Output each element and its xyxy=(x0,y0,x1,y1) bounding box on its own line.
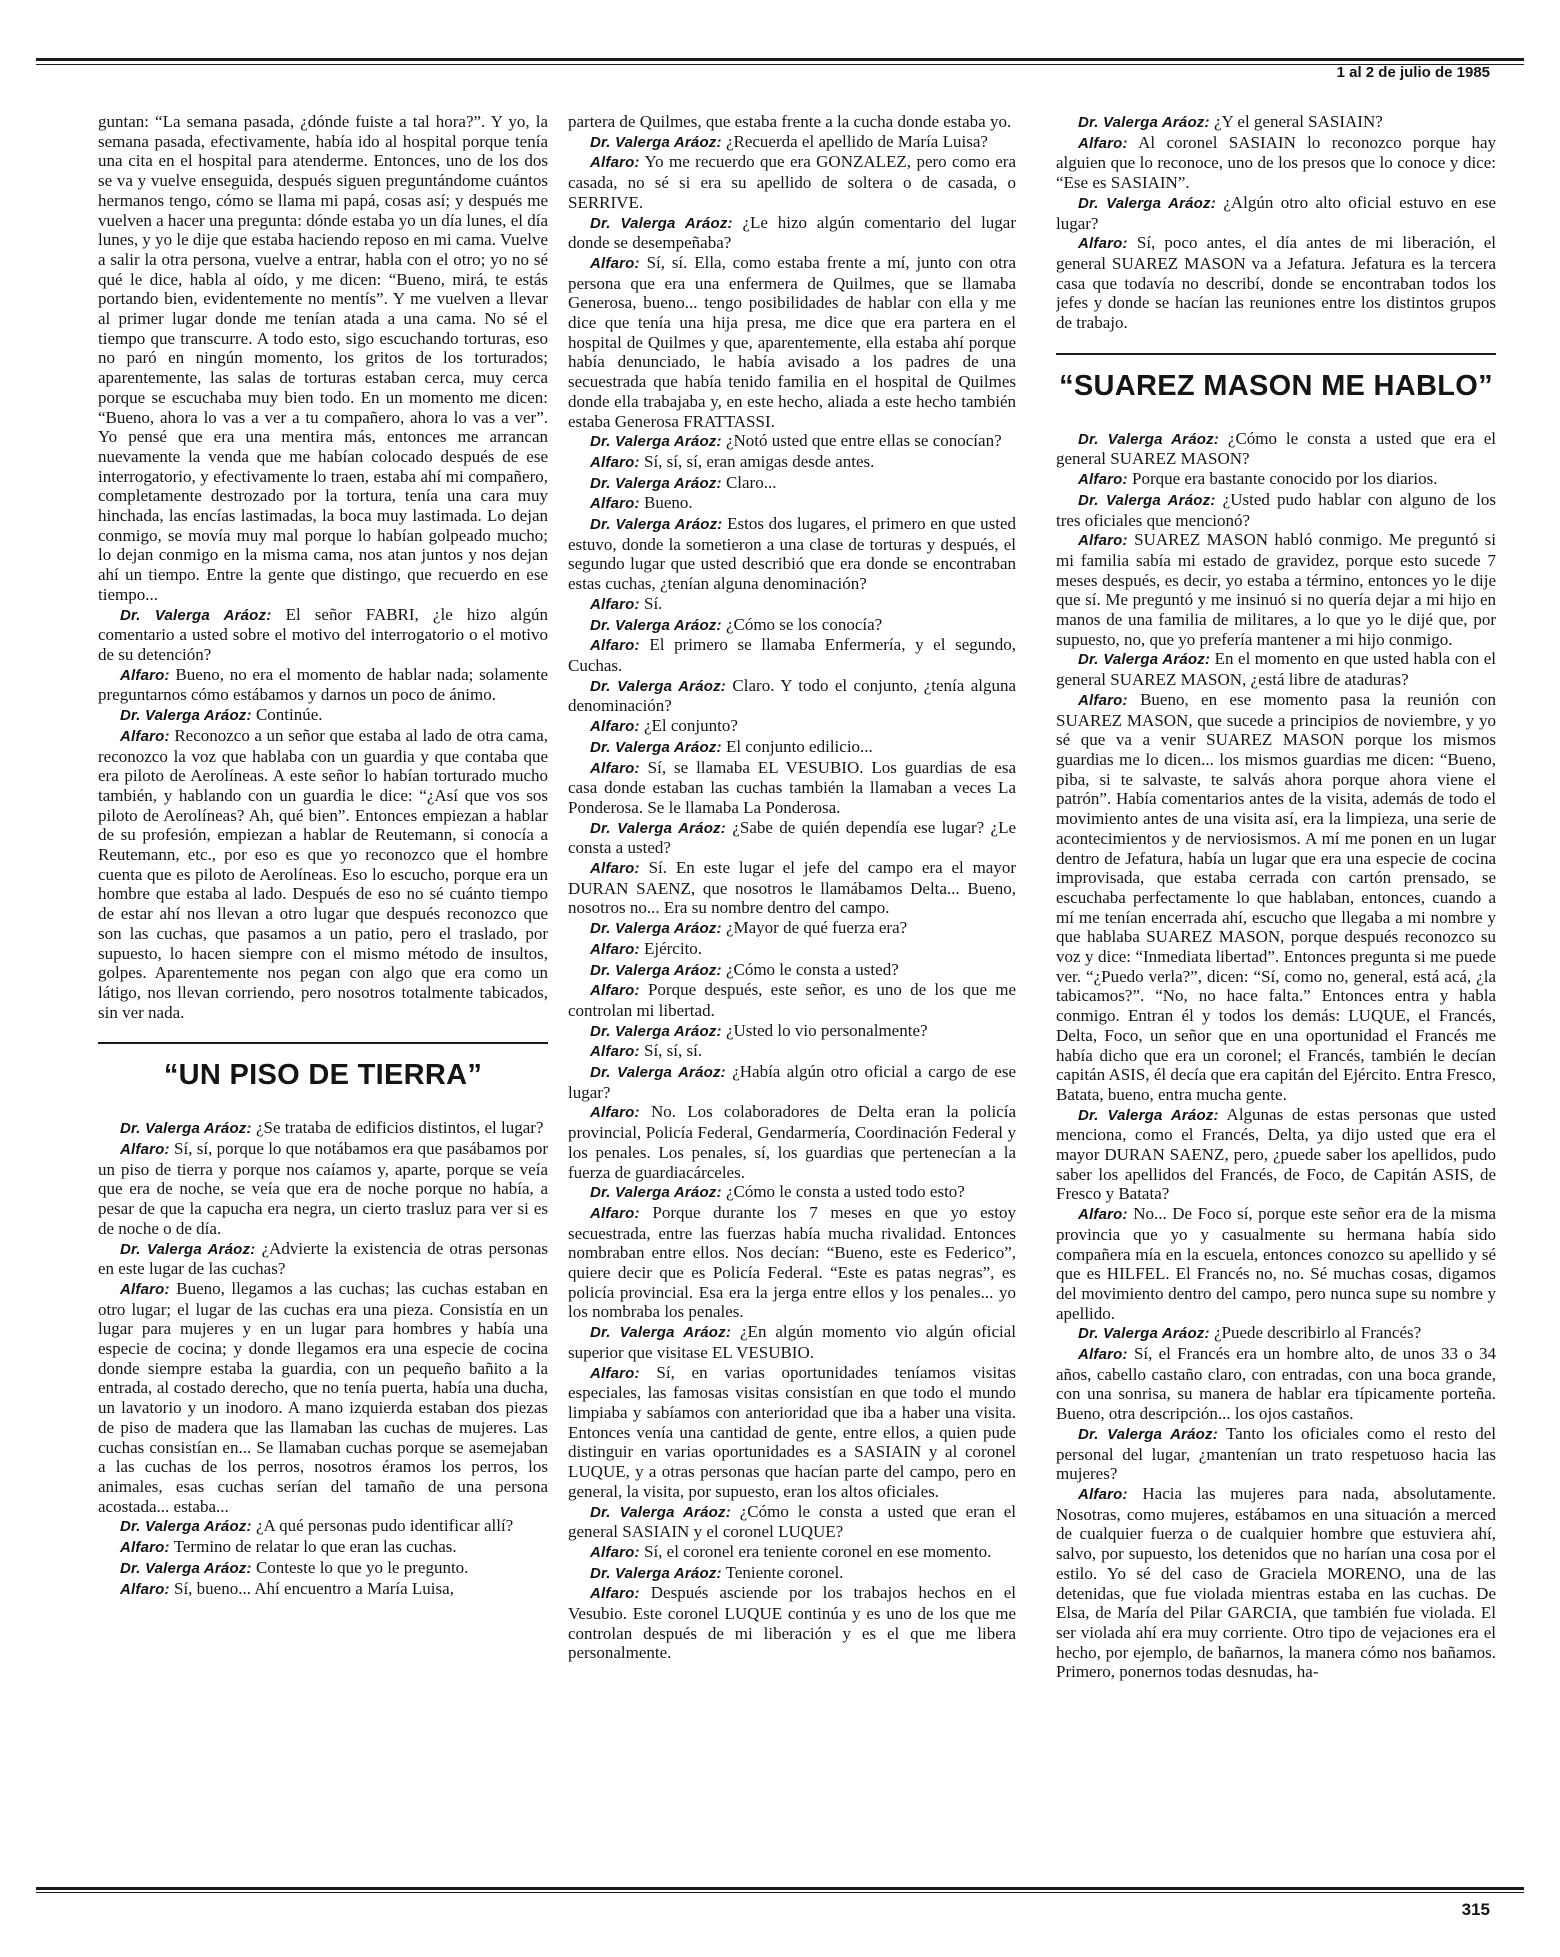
question-paragraph: Dr. Valerga Aráoz: ¿En algún momento vio algún oficial superior que visitase EL VESUBIO. xyxy=(568,1322,1016,1362)
question-paragraph: Dr. Valerga Aráoz: ¿Cómo le consta a usted que eran el general SASIAIN y el coronel LUQUE? xyxy=(568,1501,1016,1542)
answer-paragraph: Alfaro: Reconozco a un señor que estaba al lado de otra cama, reconozco la voz que hablaba con un guardia y que contaba que era piloto de Aerolíneas. A este señor lo habían torturado mucho también, y hablando con un guardia le dice: “¿Así que vos sos piloto de Aerolíneas? Ah, qué bien”. Entonces empiezan a hablar de su profesión, empiezan a hablar de Reutemann, si conocía a Reutemann, etc., por eso es que yo reconozco que el hombre cuenta que es piloto de Aerolíneas. Eso lo escucho, porque era un hombre que estaba al lado. Después de eso no sé cuánto tiempo de estar ahí nos llevan a otro lugar que después reconozco que son las cuchas, que pasamos a un patio, pero el traslado, por supuesto, lo hacen siempre con el mismo método de insultos, golpes. Aparentemente nos pegan con algo que era como un látigo, nos llevan corriendo, pero nosotros totalmente tabicados, sin ver nada. xyxy=(98,725,548,1022)
speaker-witness: Alfaro: xyxy=(120,1280,170,1298)
speaker-judge: Dr. Valerga Aráoz: xyxy=(590,819,726,837)
paragraph: guntan: “La semana pasada, ¿dónde fuiste a tal hora?”. Y yo, la semana pasada, efectivamente, había ido al hospital porque tenía una cita en el hospital para atenderme. Entonces, uno de los dos se va y vuelve enseguida, después siguen preguntándome cuántos hermanos tengo, cómo se llama mi papá, cosas así; y después me vuelven a hacer una pregunta: dónde estaba yo un día lunes, el día lunes, y yo le dije que estaba haciendo reposo en mi cama. Vuelve a salir la otra persona, vuelve a entrar, habla con el otro; yo no sé qué le dice, habla al oído, y me dicen: “Bueno, mirá, te estás portando bien, evidentemente no mentís”. Y me vuelven a llevar al primer lugar donde me tenían atada a una cama. No sé el tiempo que transcurre. A todo esto, sigo escuchando torturas, eso no paró en ningún momento, los gritos de los torturados; aparentemente, las salas de torturas estaban cerca, muy cerca porque se escuchaba muy bien todo. En un momento me dicen: “Bueno, ahora lo vas a ver a tu compañero, ahora lo vas a ver”. Yo pensé que era una mentira más, entonces me arrancan nuevamente la venda que me habían colocado después de ese interrogatorio, y efectivamente lo traen, estaba ahí mi compañero, completamente destrozado por la tortura, tenía una cara muy hinchada, las encías lastimadas, la boca muy lastimada. Lo dejan conmigo, se movía muy mal porque lo habían golpeado mucho; lo dejan conmigo en la misma cama, nos atan juntos y nos dejan ahí un tiempo. Entre la gente que distingo, que recuerdo en ese tiempo... xyxy=(98,112,548,604)
speaker-judge: Dr. Valerga Aráoz: xyxy=(590,738,722,756)
answer-paragraph: Alfaro: Hacia las mujeres para nada, absolutamente. Nosotras, como mujeres, estábamos en una situación a merced de cualquier fuerza o de cualquier hombre que estuviera ahí, salvo, por supuesto, los detenidos que no harían una cosa por el estilo. Yo sé del caso de Graciela MORENO, una de las detenidas, que fue violada mientras estaba en las cuchas. De Elsa, de María del Pilar GARCIA, que también fue violada. El ser violada ahí era muy corriente. Otro tipo de vejaciones era el hecho, por ejemplo, de bañarnos, la manera cómo nos bañamos. Primero, ponernos todas desnudas, ha- xyxy=(1056,1484,1496,1682)
speaker-witness: Alfaro: xyxy=(590,718,640,736)
speaker-witness: Alfaro: xyxy=(1078,235,1128,253)
speaker-witness: Alfaro: xyxy=(590,1104,640,1122)
speaker-judge: Dr. Valerga Aráoz: xyxy=(1078,1106,1219,1124)
answer-paragraph: Alfaro: Sí, en varias oportunidades teníamos visitas especiales, las famosas visitas consistían en que todo el mundo limpiaba y sabíamos con anterioridad que iba a haber una visita. Entonces venía una cantidad de gente, entre ellos, a quien pude distinguir en varias oportunidades es a SASIAIN y al coronel LUQUE, y a otras personas que hacían parte del campo, pero en general, la visita, por supuesto, eran los altos oficiales. xyxy=(568,1362,1016,1501)
speaker-judge: Dr. Valerga Aráoz: xyxy=(590,616,722,634)
speaker-witness: Alfaro: xyxy=(1078,1486,1128,1503)
question-paragraph: Dr. Valerga Aráoz: ¿Cómo le consta a usted que era el general SUAREZ MASON? xyxy=(1056,428,1496,469)
column-2 xyxy=(568,112,1016,1880)
speaker-judge: Dr. Valerga Aráoz: xyxy=(1078,1325,1210,1343)
bottom-rule xyxy=(36,1887,1524,1890)
question-paragraph: Dr. Valerga Aráoz: ¿Usted pudo hablar con alguno de los tres oficiales que mencionó? xyxy=(1056,489,1496,530)
question-paragraph: Dr. Valerga Aráoz: Algunas de estas personas que usted menciona, como el Francés, Delta, ya dijo usted que era el mayor DURAN SAENZ, pero, ¿puede saber los apellidos, pudo saber los apellidos del Francés, de Foco, de Capitán ASIS, de Fresco y Batata? xyxy=(1056,1104,1496,1204)
speaker-witness: Alfaro: xyxy=(590,595,640,613)
top-rule xyxy=(36,58,1524,61)
question-paragraph: Dr. Valerga Aráoz: ¿Cómo le consta a usted todo esto? xyxy=(590,1182,965,1202)
answer-paragraph: Alfaro: Porque era bastante conocido por los diarios. xyxy=(1078,469,1438,489)
question-paragraph: Dr. Valerga Aráoz: Claro. Y todo el conjunto, ¿tenía alguna denominación? xyxy=(568,675,1016,716)
speaker-witness: Alfaro: xyxy=(1078,471,1128,489)
answer-paragraph: Alfaro: Sí. xyxy=(590,593,663,613)
answer-paragraph: Alfaro: Porque después, este señor, es uno de los que me controlan mi libertad. xyxy=(568,980,1016,1020)
question-paragraph: Dr. Valerga Aráoz: ¿Puede describirlo al Francés? xyxy=(1078,1323,1422,1343)
speaker-judge: Dr. Valerga Aráoz: xyxy=(590,516,723,534)
question-paragraph: Dr. Valerga Aráoz: El conjunto edilicio... xyxy=(590,736,873,756)
question-paragraph: Dr. Valerga Aráoz: ¿Advierte la existencia de otras personas en este lugar de las cuchas? xyxy=(98,1238,548,1279)
speaker-judge: Dr. Valerga Aráoz: xyxy=(120,1518,252,1536)
answer-paragraph: Alfaro: Bueno, no era el momento de hablar nada; solamente preguntarnos cómo estábamos y darnos un poco de ánimo. xyxy=(98,664,548,705)
speaker-judge: Dr. Valerga Aráoz: xyxy=(590,961,722,979)
answer-paragraph: Alfaro: No. Los colaboradores de Delta eran la policía provincial, Policía Federal, Gendarmería, Coordinación Federal y los penales. Los penales, sí, los guardias que pertenecían a la fuerza de guardiacárceles. xyxy=(568,1102,1016,1182)
question-paragraph: Dr. Valerga Aráoz: Conteste lo que yo le pregunto. xyxy=(120,1557,469,1577)
question-paragraph: Dr. Valerga Aráoz: Tanto los oficiales como el resto del personal del lugar, ¿mantenían un trato respetuoso hacia las mujeres? xyxy=(1056,1423,1496,1484)
column-1 xyxy=(98,112,548,1880)
page-number: 315 xyxy=(1461,1900,1490,1919)
section-heading: “UN PISO DE TIERRA” xyxy=(98,1042,548,1092)
answer-paragraph: Alfaro: Sí, sí, porque lo que notábamos era que pasábamos por un piso de tierra y porque nos caíamos y, aparte, porque se veía que era de noche, se veía que era de noche porque no había, a pesar de que la capucha era negra, un cierto trasluz para ver si es de noche o de día. xyxy=(98,1139,548,1238)
speaker-judge: Dr. Valerga Aráoz: xyxy=(120,1120,252,1138)
question-paragraph: Dr. Valerga Aráoz: ¿Había algún otro oficial a cargo de ese lugar? xyxy=(568,1062,1016,1102)
speaker-witness: Alfaro: xyxy=(1078,134,1128,152)
answer-paragraph: Alfaro: Sí, sí. Ella, como estaba frente a mí, junto con otra persona que era una enfermera de Quilmes, que se llamaba Generosa, bueno... tengo posibilidades de hablar con ella y me dice que tenía una hija presa, me dice que era partera en el hospital de Quilmes y que, aparentemente, ella estaba ahí porque había denunciado, le había avisado a los padres de una secuestrada que había tenido familia en el hospital de Quilmes donde ella trabajaba y, en este hecho, aliada a este hecho también estaba Generosa FRATTASSI. xyxy=(568,252,1016,431)
bottom-rule-thin xyxy=(36,1892,1524,1893)
answer-paragraph: Alfaro: Sí, poco antes, el día antes de mi liberación, el general SUAREZ MASON va a Jefatura. Jefatura es la tercera casa que todavía no describí, donde se encontraban todos los jefes y donde se hacían las reuniones entre los distintos grupos de trabajo. xyxy=(1056,233,1496,333)
question-paragraph: Dr. Valerga Aráoz: El señor FABRI, ¿le hizo algún comentario a usted sobre el motivo del interrogatorio o el motivo de su detención? xyxy=(98,604,548,664)
speaker-witness: Alfaro: xyxy=(120,1141,170,1159)
question-paragraph: Dr. Valerga Aráoz: ¿Sabe de quién dependía ese lugar? ¿Le consta a usted? xyxy=(568,817,1016,858)
answer-paragraph: Alfaro: Sí, sí, sí, eran amigas desde antes. xyxy=(590,451,875,471)
answer-paragraph: Alfaro: Bueno, llegamos a las cuchas; las cuchas estaban en otro lugar; el lugar de las cuchas era una pieza. Consistía en un lugar para mujeres y en un lugar para hombres y había una especie de cocina; y donde llegamos era una especie de cocina donde siempre estaba la guardia, con un pequeño bañito a la entrada, al costado derecho, que no tenía puerta, había una ducha, un lavatorio y un inodoro. A mano izquierda estaban dos piezas de piso de madera que las llamaban las cuchas de mujeres. Las cuchas consistían en... Se llamaban cuchas porque se asemejaban a las cuchas de los perros, nosotros éramos los perros, los animales, esas cuchas serían del tamaño de una persona acostada... estaba... xyxy=(98,1278,548,1516)
speaker-judge: Dr. Valerga Aráoz: xyxy=(590,1324,732,1342)
speaker-judge: Dr. Valerga Aráoz: xyxy=(120,1559,252,1577)
question-paragraph: Dr. Valerga Aráoz: ¿Cómo se los conocía? xyxy=(590,614,883,634)
question-paragraph: Dr. Valerga Aráoz: En el momento en que usted habla con el general SUAREZ MASON, ¿está libre de ataduras? xyxy=(1056,649,1496,690)
speaker-judge: Dr. Valerga Aráoz: xyxy=(590,1064,726,1082)
column-3 xyxy=(1056,112,1496,1880)
answer-paragraph: Alfaro: Sí. En este lugar el jefe del campo era el mayor DURAN SAENZ, que nosotros le llamábamos Delta... Bueno, nosotros no... Era su nombre dentro del campo. xyxy=(568,858,1016,918)
answer-paragraph: Alfaro: Yo me recuerdo que era GONZALEZ, pero como era casada, no sé si era su apellido de soltera o de casada, o SERRIVE. xyxy=(568,152,1016,212)
paragraph: partera de Quilmes, que estaba frente a la cucha donde estaba yo. xyxy=(568,112,1012,131)
speaker-witness: Alfaro: xyxy=(120,1539,170,1557)
question-paragraph: Dr. Valerga Aráoz: ¿Se trataba de edificios distintos, el lugar? xyxy=(120,1118,544,1138)
speaker-judge: Dr. Valerga Aráoz: xyxy=(590,433,722,451)
question-paragraph: Dr. Valerga Aráoz: ¿Cómo le consta a usted? xyxy=(590,959,899,979)
speaker-judge: Dr. Valerga Aráoz: xyxy=(120,707,252,725)
answer-paragraph: Alfaro: Bueno. xyxy=(590,493,693,513)
question-paragraph: Dr. Valerga Aráoz: ¿Notó usted que entre ellas se conocían? xyxy=(590,431,1002,451)
speaker-judge: Dr. Valerga Aráoz: xyxy=(590,133,722,151)
speaker-judge: Dr. Valerga Aráoz: xyxy=(1078,114,1210,131)
answer-paragraph: Alfaro: Porque durante los 7 meses en que yo estoy secuestrada, entre las fuerzas había mucha rivalidad. Entonces nombraban entre ellos. Nos decían: “Bueno, este es Federico”, quiere decir que es Policía Federal. “Este es patas negras”, es policía provincial. Esa era la jerga entre ellos y los penales... yo los nombraba los penales. xyxy=(568,1202,1016,1322)
question-paragraph: Dr. Valerga Aráoz: Claro... xyxy=(590,472,777,492)
speaker-witness: Alfaro: xyxy=(590,1585,640,1603)
question-paragraph: Dr. Valerga Aráoz: ¿Usted lo vio personalmente? xyxy=(590,1020,928,1040)
question-paragraph: Dr. Valerga Aráoz: Continúe. xyxy=(120,705,323,725)
speaker-witness: Alfaro: xyxy=(590,453,640,471)
speaker-judge: Dr. Valerga Aráoz: xyxy=(590,920,722,938)
answer-paragraph: Alfaro: ¿El conjunto? xyxy=(590,716,738,736)
speaker-witness: Alfaro: xyxy=(1078,532,1128,550)
speaker-witness: Alfaro: xyxy=(590,254,640,272)
answer-paragraph: Alfaro: Sí, sí, sí. xyxy=(590,1041,703,1061)
question-paragraph: Dr. Valerga Aráoz: ¿Y el general SASIAIN? xyxy=(1078,112,1383,131)
answer-paragraph: Alfaro: Al coronel SASIAIN lo reconozco porque hay alguien que lo reconoce, uno de los presos que lo conoce y dice: “Ese es SASIAIN”. xyxy=(1056,132,1496,193)
speaker-witness: Alfaro: xyxy=(590,495,640,513)
speaker-witness: Alfaro: xyxy=(1078,1346,1128,1364)
speaker-judge: Dr. Valerga Aráoz: xyxy=(590,1564,722,1582)
answer-paragraph: Alfaro: Sí, el Francés era un hombre alto, de unos 33 o 34 años, cabello castaño claro, con entradas, con una boca grande, con una sonrisa, su manera de hablar era típicamente porteña. Bueno, otra descripción... los ojos castaños. xyxy=(1056,1344,1496,1424)
answer-paragraph: Alfaro: Sí, bueno... Ahí encuentro a María Luisa, xyxy=(120,1578,454,1598)
question-paragraph: Dr. Valerga Aráoz: ¿Algún otro alto oficial estuvo en ese lugar? xyxy=(1056,192,1496,233)
speaker-witness: Alfaro: xyxy=(1078,1206,1128,1224)
speaker-witness: Alfaro: xyxy=(590,759,640,777)
speaker-witness: Alfaro: xyxy=(590,154,640,172)
speaker-judge: Dr. Valerga Aráoz: xyxy=(1078,651,1211,669)
speaker-judge: Dr. Valerga Aráoz: xyxy=(590,1184,722,1202)
speaker-judge: Dr. Valerga Aráoz: xyxy=(1078,430,1219,448)
question-paragraph: Dr. Valerga Aráoz: ¿A qué personas pudo identificar allí? xyxy=(120,1516,514,1536)
speaker-witness: Alfaro: xyxy=(590,860,640,878)
question-paragraph: Dr. Valerga Aráoz: ¿Le hizo algún comentario del lugar donde se desempeñaba? xyxy=(568,212,1016,253)
speaker-judge: Dr. Valerga Aráoz: xyxy=(590,214,733,232)
speaker-witness: Alfaro: xyxy=(590,1543,640,1561)
question-paragraph: Dr. Valerga Aráoz: Teniente coronel. xyxy=(590,1562,844,1582)
speaker-judge: Dr. Valerga Aráoz: xyxy=(590,1022,722,1040)
speaker-judge: Dr. Valerga Aráoz: xyxy=(590,474,722,492)
speaker-witness: Alfaro: xyxy=(590,1364,640,1382)
question-paragraph: Dr. Valerga Aráoz: Estos dos lugares, el primero en que usted estuvo, donde la sometieron a una clase de torturas y después, el segundo lugar que usted describió que era donde se encontraban estas cuchas, ¿tenían alguna denominación? xyxy=(568,514,1016,594)
speaker-judge: Dr. Valerga Aráoz: xyxy=(590,677,727,695)
answer-paragraph: Alfaro: Sí, el coronel era teniente coronel en ese momento. xyxy=(590,1541,992,1561)
speaker-judge: Dr. Valerga Aráoz: xyxy=(120,1240,256,1258)
speaker-witness: Alfaro: xyxy=(120,1580,170,1598)
speaker-witness: Alfaro: xyxy=(590,637,640,655)
speaker-witness: Alfaro: xyxy=(590,982,640,1000)
question-paragraph: Dr. Valerga Aráoz: ¿Recuerda el apellido de María Luisa? xyxy=(590,131,988,151)
speaker-witness: Alfaro: xyxy=(590,1043,640,1061)
answer-paragraph: Alfaro: SUAREZ MASON habló conmigo. Me preguntó si mi familia sabía mi estado de gravidez, porque esto sucede 7 meses después, es decir, yo estaba a término, entonces yo le dije que sí. Me preguntó y me insinuó si no quería dejar a mi hijo en manos de una familia de militares, a lo que yo le dijé que, por supuesto, no, que yo prefería mantener a mi hijo conmigo. xyxy=(1056,530,1496,649)
speaker-witness: Alfaro: xyxy=(1078,691,1128,709)
speaker-judge: Dr. Valerga Aráoz: xyxy=(590,1503,731,1521)
speaker-judge: Dr. Valerga Aráoz: xyxy=(120,606,272,624)
speaker-witness: Alfaro: xyxy=(120,666,170,684)
section-heading: “SUAREZ MASON ME HABLO” xyxy=(1056,353,1496,403)
speaker-judge: Dr. Valerga Aráoz: xyxy=(1078,194,1216,212)
answer-paragraph: Alfaro: Termino de relatar lo que eran las cuchas. xyxy=(120,1537,457,1557)
answer-paragraph: Alfaro: No... De Foco sí, porque este señor era de la misma provincia que yo y casualmente su hermana había sido compañera mía en la escuela, entonces conozco su apellido y sé que es HILFEL. El Francés no, no. Sé muchas cosas, digamos del movimiento dentro del campo, pero nunca supe su nombre y apellido. xyxy=(1056,1204,1496,1323)
answer-paragraph: Alfaro: Después asciende por los trabajos hechos en el Vesubio. Este coronel LUQUE continúa y es uno de los que me controlan después de mi liberación y es el que me libera personalmente. xyxy=(568,1583,1016,1663)
question-paragraph: Dr. Valerga Aráoz: ¿Mayor de qué fuerza era? xyxy=(590,918,908,938)
issue-date: 1 al 2 de julio de 1985 xyxy=(1336,64,1490,81)
answer-paragraph: Alfaro: Sí, se llamaba EL VESUBIO. Los guardias de esa casa donde estaban las cuchas también la llamaban a veces La Ponderosa. Se le llamaba La Ponderosa. xyxy=(568,757,1016,817)
top-rule-thin xyxy=(36,64,1524,65)
speaker-witness: Alfaro: xyxy=(590,1204,640,1222)
answer-paragraph: Alfaro: Ejército. xyxy=(590,938,703,958)
speaker-judge: Dr. Valerga Aráoz: xyxy=(1078,1425,1218,1443)
speaker-witness: Alfaro: xyxy=(120,727,170,745)
speaker-witness: Alfaro: xyxy=(590,940,640,958)
answer-paragraph: Alfaro: Bueno, en ese momento pasa la reunión con SUAREZ MASON, que sucede a principios de noviembre, y yo sé que va a venir SUAREZ MASON porque los mismos guardias me lo dicen... los mismos guardias me dicen: “Bueno, piba, si te salvaste, te salvás ahora porque ahora viene el patrón”. Había comentarios antes de la visita, además de todo el movimiento antes de una visita así, era la limpieza, una serie de acontecimientos y de nerviosismos. A mí me ponen en un lugar dentro de Jefatura, había un lugar que era una especie de cocina improvisada, que estaba cerrada con cartón prensado, se escuchaba perfectamente lo que hablaban, entonces, cuando a mí me tenían encerrada ahí, escucho que llegaba a mi nombre y que hablaba SUAREZ MASON, porque después reconozco su voz y dice: “Inmediata libertad”. Entonces pregunta si me puede ver. “¿Puedo verla?”, dicen: “Sí, como no, general, está acá, ¿la tabicamos?”. “No, no hace falta.” Entonces entra y habla conmigo. Entran él y todos los demás: LUQUE, el Francés, Delta, Foco, un señor que en una oportunidad el Francés me había dicho que era un coronel; el Francés, también le decían capitán ASIS, él decía que era capitán del Ejército. Entra Fresco, Batata, bueno, entra mucha gente. xyxy=(1056,689,1496,1104)
answer-paragraph: Alfaro: El primero se llamaba Enfermería, y el segundo, Cuchas. xyxy=(568,635,1016,675)
speaker-judge: Dr. Valerga Aráoz: xyxy=(1078,491,1216,509)
